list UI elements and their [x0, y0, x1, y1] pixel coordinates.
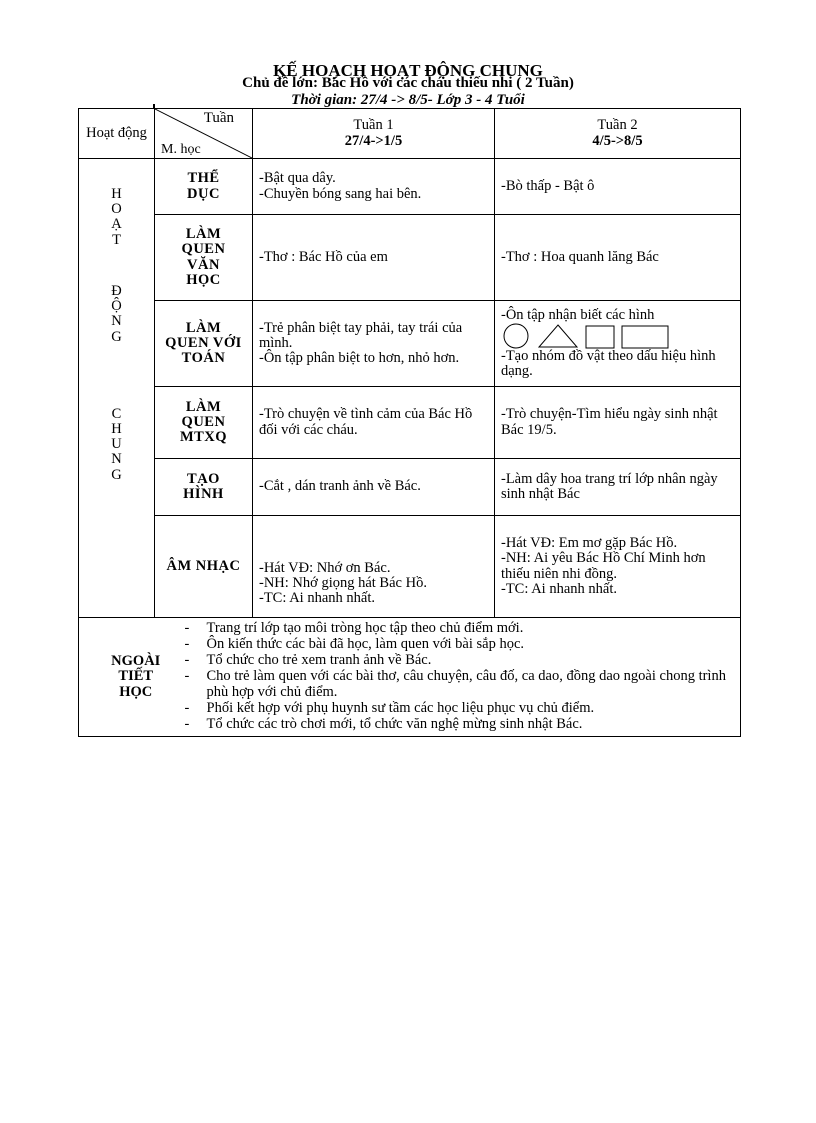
extra-activities-list [177, 618, 726, 737]
week2-cell [495, 516, 741, 618]
activity-text: -Trò chuyện-Tìm hiểu ngày sinh nhật Bác 19/5. [501, 406, 718, 438]
subject-line: LÀM [185, 398, 222, 415]
extra-label-line: HỌC [119, 683, 153, 700]
subject-line: LÀM [185, 319, 222, 336]
subject-line: TOÁN [181, 350, 226, 367]
triangle-icon [537, 323, 579, 349]
activity-text: -NH: Ai yêu Bác Hồ Chí Minh hơn thiếu niên nhi đồng. [501, 550, 706, 582]
subject-line: QUEN VỚI [165, 334, 242, 351]
activity-header: Hoạt động [79, 109, 155, 159]
table-row [79, 387, 741, 459]
activity-text: -Thơ : Bác Hồ của em [259, 248, 388, 265]
subject-line: DỤC [187, 185, 220, 202]
extra-label-line: TIẾT [118, 668, 154, 685]
week1-cell [253, 516, 495, 618]
list-item: - Tổ chức cho trẻ xem tranh ảnh về Bác. [177, 653, 737, 669]
subject-line: VĂN [187, 256, 220, 273]
subject-line: TẠO [187, 470, 220, 487]
week2-cell [495, 459, 741, 516]
group-letter: Ộ [111, 298, 122, 315]
table-row [79, 516, 741, 618]
subject-line: HỌC [186, 271, 221, 288]
activity-text: -Ôn tập nhận biết các hình [501, 306, 655, 323]
week-corner-label: Tuần [203, 110, 234, 126]
shape-illustrations [501, 323, 734, 349]
activity-plan-table [78, 108, 741, 737]
table-row [79, 159, 741, 215]
activity-text: -Chuyền bóng sang hai bên. [259, 185, 422, 202]
week1-cell [253, 301, 495, 387]
week2-cell [495, 215, 741, 301]
circle-icon [501, 323, 531, 349]
square-icon [585, 325, 615, 349]
list-item: - Trang trí lớp tạo môi tròng học tập theo chủ điểm mới. [177, 621, 737, 637]
activity-text: -Ôn tập phân biệt to hơn, nhỏ hơn. [259, 350, 460, 367]
list-item: - Tổ chức các trò chơi mới, tổ chức văn nghệ mừng sinh nhật Bác. [177, 717, 737, 733]
activity-text: -TC: Ai nhanh nhất. [501, 580, 617, 597]
time-class-line: Thời gian: 27/4 -> 8/5- Lớp 3 - 4 Tuổi [291, 92, 525, 108]
subject-toan [155, 301, 253, 387]
group-letter: Ạ [111, 216, 122, 233]
group-letter: N [111, 313, 122, 330]
subject-van-hoc [155, 215, 253, 301]
week1-cell [253, 159, 495, 215]
activity-text: -Hát VĐ: Nhớ ơn Bác. [259, 559, 391, 576]
week1-cell [253, 215, 495, 301]
week1-cell [253, 459, 495, 516]
subject-line: QUEN [181, 241, 226, 258]
subject-line: MTXQ [179, 429, 228, 446]
week1-cell [253, 387, 495, 459]
theme-subtitle: Chủ đề lớn: Bác Hồ với các cháu thiếu nhi ( 2 Tuần) [242, 75, 574, 91]
activity-text: -NH: Nhớ giọng hát Bác Hồ. [259, 574, 427, 591]
week2-label: Tuần 2 [597, 117, 638, 134]
week2-range: 4/5->8/5 [592, 132, 643, 149]
group-letter: O [111, 201, 122, 218]
week2-cell [495, 301, 741, 387]
group-letter: G [111, 466, 122, 483]
list-item: - Ôn kiến thức các bài đã học, làm quen với bài sắp học. [177, 637, 737, 653]
group-letter: U [111, 436, 122, 453]
week1-header [253, 109, 495, 159]
activity-text: -Trò chuyện về tình cảm của Bác Hồ đối với các cháu. [259, 406, 473, 438]
activity-text: -Bật qua dây. [259, 170, 336, 187]
activity-text: -Thơ : Hoa quanh lăng Bác [501, 248, 659, 265]
group-letter: G [111, 328, 122, 345]
header-row [79, 109, 741, 159]
subject-line: HÌNH [183, 486, 224, 502]
page-title: KẾ HOẠCH HOẠT ĐỘNG CHUNG [273, 61, 543, 80]
table-row [79, 301, 741, 387]
table-row [79, 215, 741, 301]
activity-text: -TC: Ai nhanh nhất. [259, 590, 375, 607]
rectangle-icon [621, 325, 669, 349]
list-item: - Phối kết hợp với phụ huynh sư tầm các học liệu phục vụ chủ điểm. [177, 701, 737, 717]
extra-label-line: NGOÀI [111, 653, 161, 670]
subject-the-duc [155, 159, 253, 215]
activity-text: -Hát VĐ: Em mơ gặp Bác Hồ. [501, 535, 678, 552]
week1-label: Tuần 1 [353, 117, 394, 134]
subject-corner-label: M. học [161, 142, 201, 158]
activity-text: -Bò thấp - Bật ô [501, 177, 595, 194]
week2-cell [495, 387, 741, 459]
group-letter: Đ [111, 282, 122, 299]
week2-header [495, 109, 741, 159]
subject-line: THỂ [187, 170, 220, 187]
activity-text: -Trẻ phân biệt tay phải, tay trái của mình. [259, 319, 463, 351]
activity-text: -Làm dây hoa trang trí lớp nhân ngày sinh nhật Bác [501, 470, 718, 502]
group-letter: T [112, 231, 121, 248]
week1-range: 27/4->1/5 [344, 132, 403, 149]
table-row [79, 459, 741, 516]
activity-text: -Cắt , dán tranh ảnh về Bác. [259, 478, 421, 495]
subject-am-nhac [155, 516, 253, 618]
group-label-cell [79, 159, 155, 618]
subject-line: LÀM [185, 226, 222, 243]
group-letter: H [111, 186, 122, 202]
subject-line: QUEN [181, 413, 226, 430]
group-letter: C [111, 405, 122, 422]
list-item: - Cho trẻ làm quen với các bài thơ, câu chuyện, câu đố, ca dao, đồng dao ngoài chong trình phù hợp với chủ điểm. [177, 669, 737, 701]
subject-tao-hinh [155, 459, 253, 516]
group-letter: N [111, 451, 122, 468]
activity-text: -Tạo nhóm đồ vật theo dấu hiệu hình dạng. [501, 347, 716, 380]
week2-cell [495, 159, 741, 215]
subject-line: ÂM NHẠC [166, 557, 241, 574]
week-subject-corner [155, 109, 253, 159]
extra-activities-row [79, 618, 741, 737]
subject-mtxq [155, 387, 253, 459]
group-letter: H [111, 420, 122, 437]
